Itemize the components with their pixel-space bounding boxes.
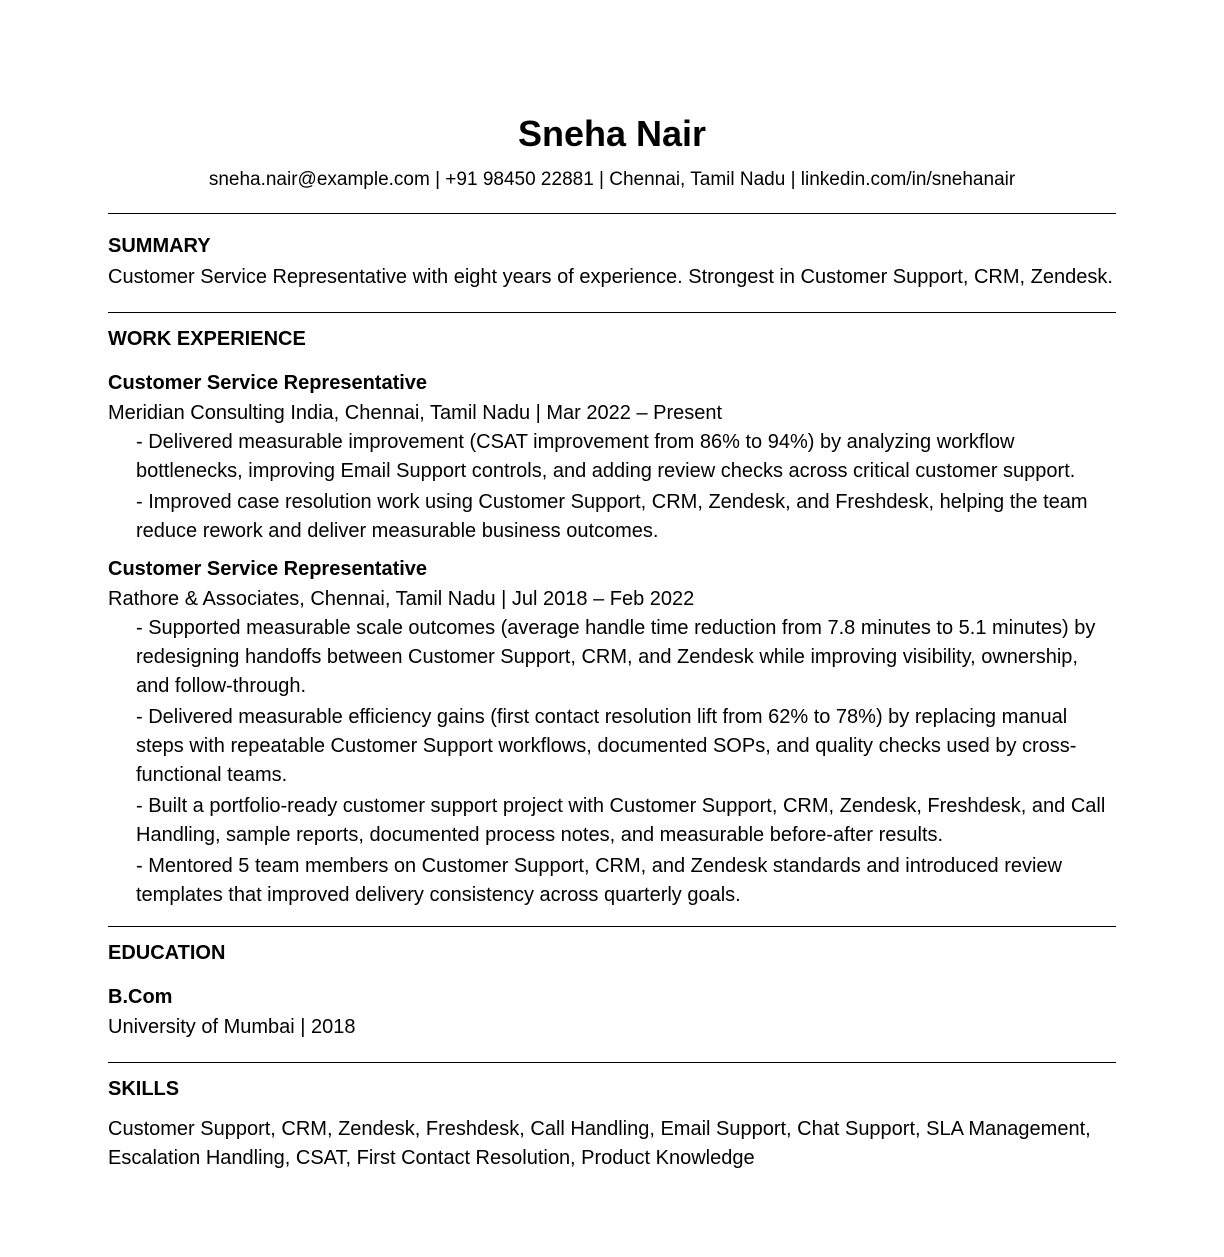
contact-line: sneha.nair@example.com | +91 98450 22881 | Chennai, Tamil Nadu | linkedin.com/in/snehanair [208, 169, 1016, 190]
job-bullet: - Delivered measurable efficiency gains (first contact resolution lift from 62% to 78%) by replacing manual steps with repeatable Customer Support workflows, documented SOPs, and quality checks used by cross-functional teams. [136, 706, 1077, 786]
divider-header [108, 213, 1116, 214]
divider-education [108, 1062, 1116, 1063]
job-bullet: - Mentored 5 team members on Customer Support, CRM, and Zendesk standards and introduced review templates that improved delivery consistency across quarterly goals. [136, 855, 1062, 906]
job-bullets [108, 614, 1116, 910]
job-entry [108, 556, 1116, 910]
resume-page [108, 0, 1116, 1173]
summary-section [108, 234, 1116, 292]
education-school: University of Mumbai | 2018 [108, 1016, 356, 1038]
job-bullet: - Delivered measurable improvement (CSAT improvement from 86% to 94%) by analyzing workflow bottlenecks, improving Email Support controls, and adding review checks across critical customer support. [136, 431, 1076, 482]
divider-summary [108, 312, 1116, 313]
work-experience-section [108, 327, 1116, 910]
education-section [108, 941, 1116, 1042]
job-role: Customer Service Representative [108, 558, 428, 580]
job-bullet: - Improved case resolution work using Customer Support, CRM, Zendesk, and Freshdesk, helping the team reduce rework and deliver measurable business outcomes. [136, 491, 1088, 542]
job-bullets [108, 428, 1116, 546]
divider-experience [108, 926, 1116, 927]
job-role: Customer Service Representative [108, 372, 428, 394]
skills-heading: SKILLS [108, 1078, 180, 1100]
education-heading: EDUCATION [108, 942, 226, 964]
job-org-dates: Meridian Consulting India, Chennai, Tamil Nadu | Mar 2022 – Present [108, 402, 723, 424]
job-entry [108, 370, 1116, 546]
candidate-name: Sneha Nair [517, 113, 707, 154]
summary-heading: SUMMARY [108, 235, 211, 257]
skills-text: Customer Support, CRM, Zendesk, Freshdesk, Call Handling, Email Support, Chat Support, SLA Management, Escalation Handling, CSAT, First Contact Resolution, Product Knowledge [108, 1118, 1091, 1169]
job-bullet: - Built a portfolio-ready customer support project with Customer Support, CRM, Zendesk, Freshdesk, and Call Handling, sample reports, documented process notes, and measurable before-after results. [136, 795, 1106, 846]
skills-section [108, 1077, 1116, 1173]
education-degree: B.Com [108, 986, 173, 1008]
job-org-dates: Rathore & Associates, Chennai, Tamil Nadu | Jul 2018 – Feb 2022 [108, 588, 695, 610]
summary-text: Customer Service Representative with eight years of experience. Strongest in Customer Support, CRM, Zendesk. [108, 266, 1113, 288]
job-bullet: - Supported measurable scale outcomes (average handle time reduction from 7.8 minutes to 5.1 minutes) by redesigning handoffs between Customer Support, CRM, and Zendesk while improving visibility, ownership, and follow-through. [136, 617, 1096, 697]
work-experience-heading: WORK EXPERIENCE [108, 328, 306, 350]
